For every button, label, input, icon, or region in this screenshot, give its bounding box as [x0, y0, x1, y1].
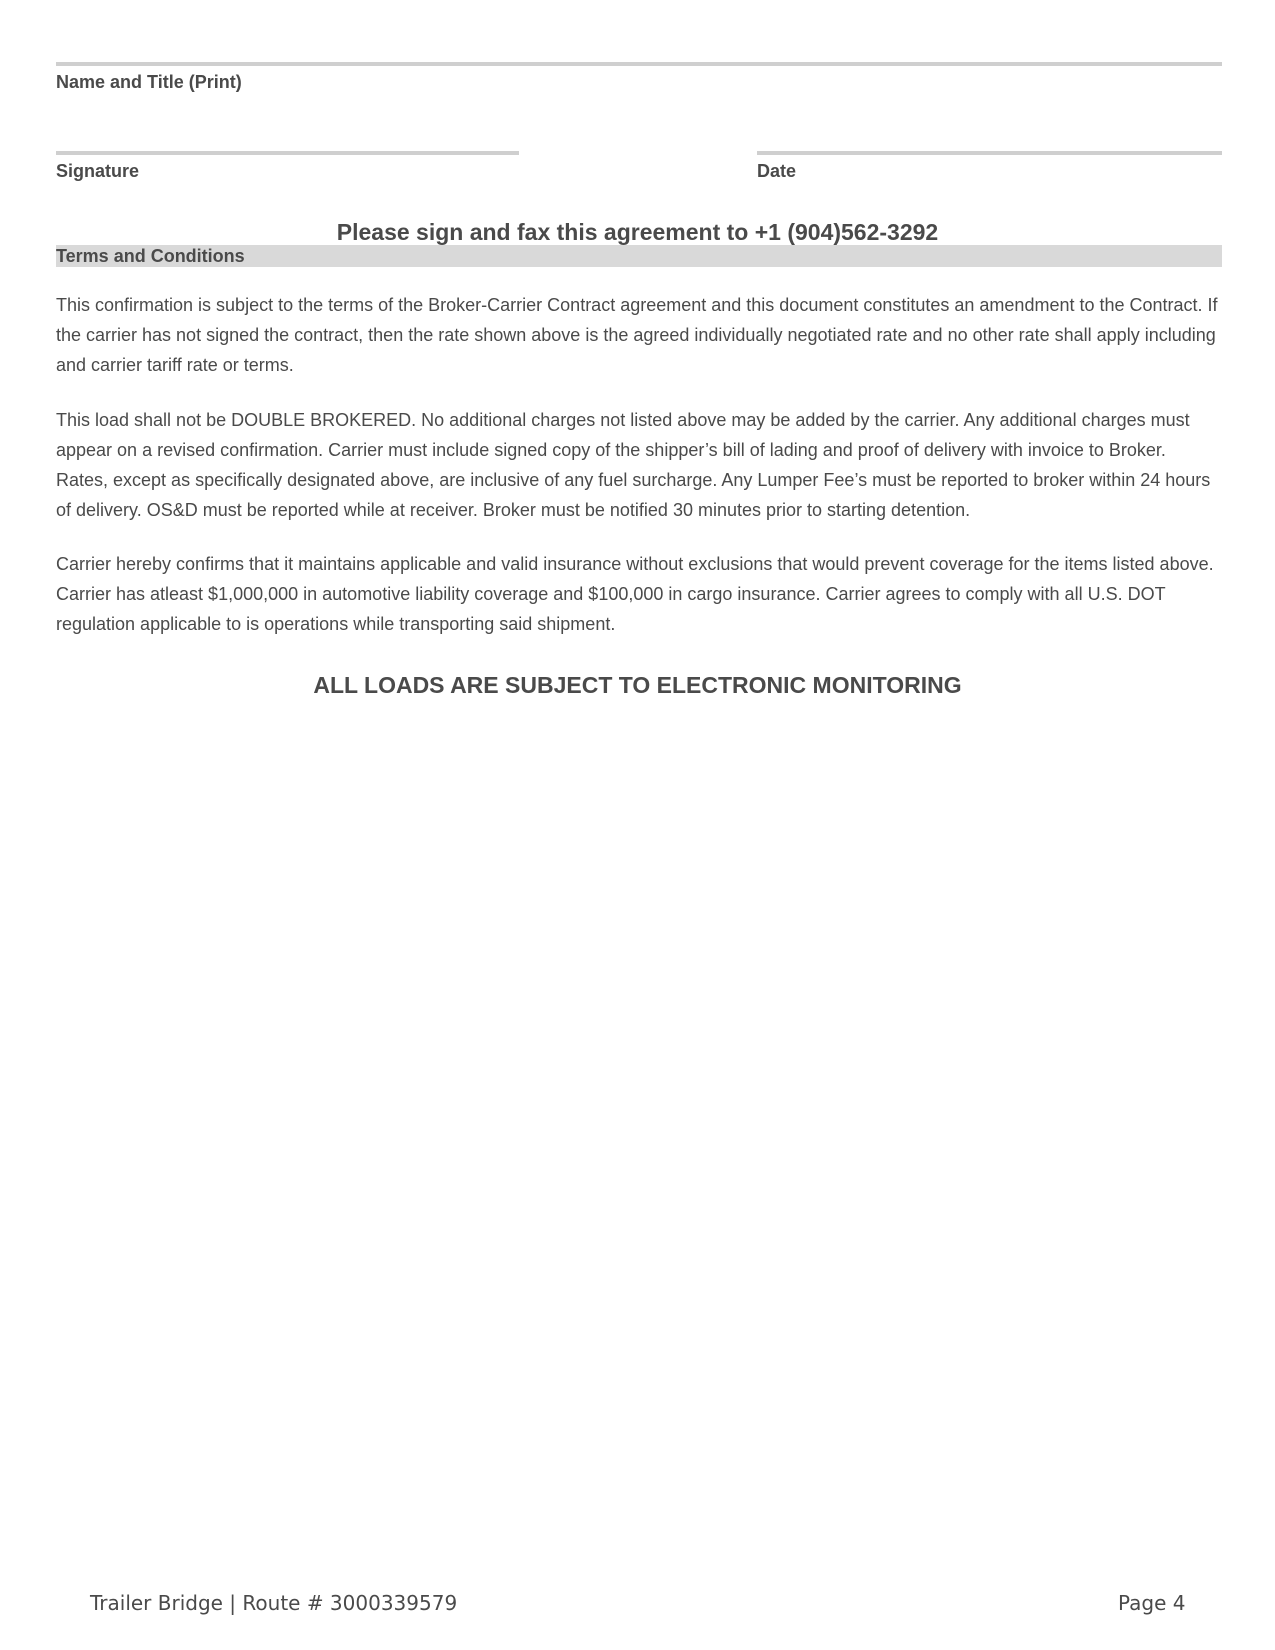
- name-title-label: Name and Title (Print): [56, 72, 242, 92]
- terms-paragraph-confirmation: This confirmation is subject to the terms of the Broker-Carrier Contract agreement and this document constitutes an amendment to the Contract. If the carrier has not signed the contract, then the rate shown above is the agreed individually negotiated rate and no other rate shall apply including and carrier tariff rate or terms.: [56, 295, 1218, 375]
- fax-instruction: Please sign and fax this agreement to +1 (904)562-3292: [336, 219, 939, 245]
- terms-heading: Terms and Conditions: [56, 246, 245, 266]
- footer-route-info: Trailer Bridge | Route # 3000339579: [90, 1591, 458, 1615]
- date-line: [757, 151, 1222, 155]
- name-title-signature-line: [56, 62, 1222, 66]
- signature-line: [56, 151, 519, 155]
- signature-label: Signature: [56, 161, 140, 181]
- terms-paragraph-insurance: Carrier hereby confirms that it maintains applicable and valid insurance without exclusions that would prevent coverage for the items listed above. Carrier has atleast $1,000,000 in automotive liability coverage and $100,000 in cargo insurance. Carrier agrees to comply with all U.S. DOT regulation applicable to is operations while transporting said shipment.: [56, 554, 1214, 634]
- terms-paragraph-double-brokered: This load shall not be DOUBLE BROKERED. No additional charges not listed above may be added by the carrier. Any additional charges must appear on a revised confirmation. Carrier must include signed copy of the shipper’s bill of lading and proof of delivery with invoice to Broker. Rates, except as specifically designated above, are inclusive of any fuel surcharge. Any Lumper Fee’s must be reported to broker within 24 hours of delivery. OS&D must be reported while at receiver. Broker must be notified 30 minutes prior to starting detention.: [56, 410, 1211, 520]
- footer-page-number: Page 4: [1118, 1591, 1186, 1615]
- date-label: Date: [757, 161, 797, 181]
- monitoring-notice: ALL LOADS ARE SUBJECT TO ELECTRONIC MONITORING: [313, 672, 962, 698]
